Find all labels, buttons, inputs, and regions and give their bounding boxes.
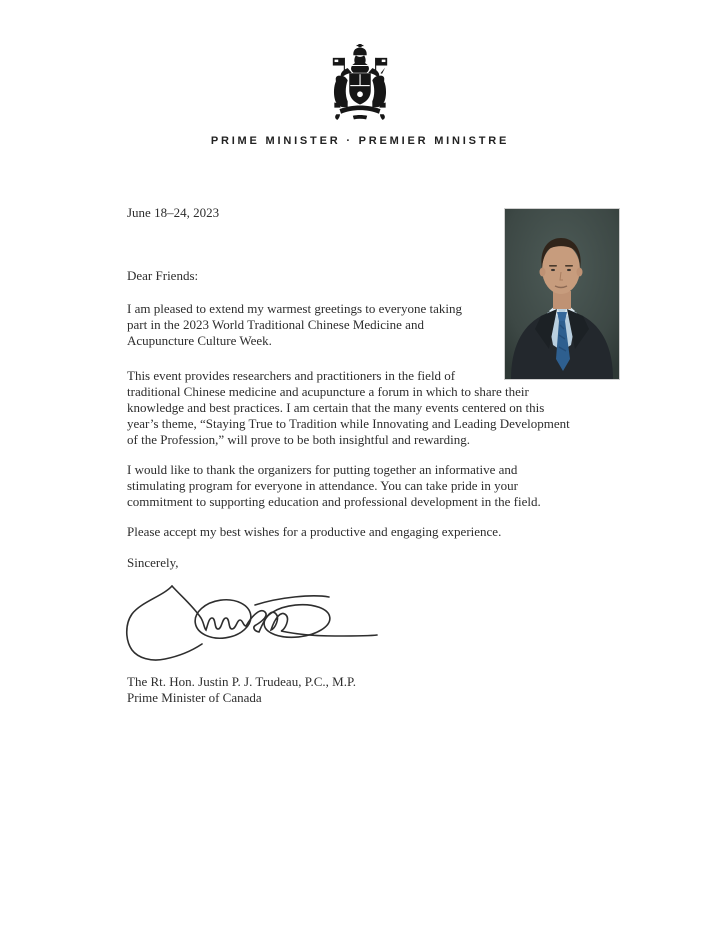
letter-line: of the Profession,” will prove to be both insightful and rewarding. (127, 432, 470, 447)
letter-line: part in the 2023 World Traditional Chinese Medicine and (127, 317, 424, 332)
letter-paragraph-2 (127, 368, 570, 448)
letter-paragraph-4 (127, 524, 501, 540)
signer-name: The Rt. Hon. Justin P. J. Trudeau, P.C., M.P. (127, 674, 356, 689)
signer-block (127, 674, 356, 706)
letter-closing: Sincerely, (127, 555, 179, 570)
letter-line: Please accept my best wishes for a productive and engaging experience. (127, 524, 502, 539)
letter-line: year’s theme, “Staying True to Tradition while Innovating and Leading Development (127, 416, 570, 431)
trudeau-portrait-photo (504, 208, 620, 380)
letter-line: Acupuncture Culture Week. (127, 333, 272, 348)
letter-line: traditional Chinese medicine and acupuncture a forum in which to share their (127, 384, 529, 399)
signer-title: Prime Minister of Canada (127, 690, 262, 705)
letter-date: June 18–24, 2023 (127, 205, 220, 220)
letter-line: I am pleased to extend my warmest greetings to everyone taking (127, 301, 463, 316)
letterhead-title: PRIME MINISTER · PREMIER MINISTRE (210, 135, 510, 147)
letter-line: stimulating program for everyone in attendance. You can take pride in your (127, 478, 518, 493)
letter-salutation: Dear Friends: (127, 268, 199, 283)
letter-line: knowledge and best practices. I am certain that the many events centered on this (127, 400, 545, 415)
letter-line: This event provides researchers and practitioners in the field of (127, 368, 456, 383)
letter-paragraph-3 (127, 462, 541, 510)
canada-coat-of-arms-icon (326, 44, 394, 124)
letter-line: I would like to thank the organizers for putting together an informative and (127, 462, 518, 477)
trudeau-signature (115, 574, 395, 669)
letter-line: commitment to supporting education and professional development in the field. (127, 494, 541, 509)
letter-paragraph-1 (127, 301, 462, 349)
